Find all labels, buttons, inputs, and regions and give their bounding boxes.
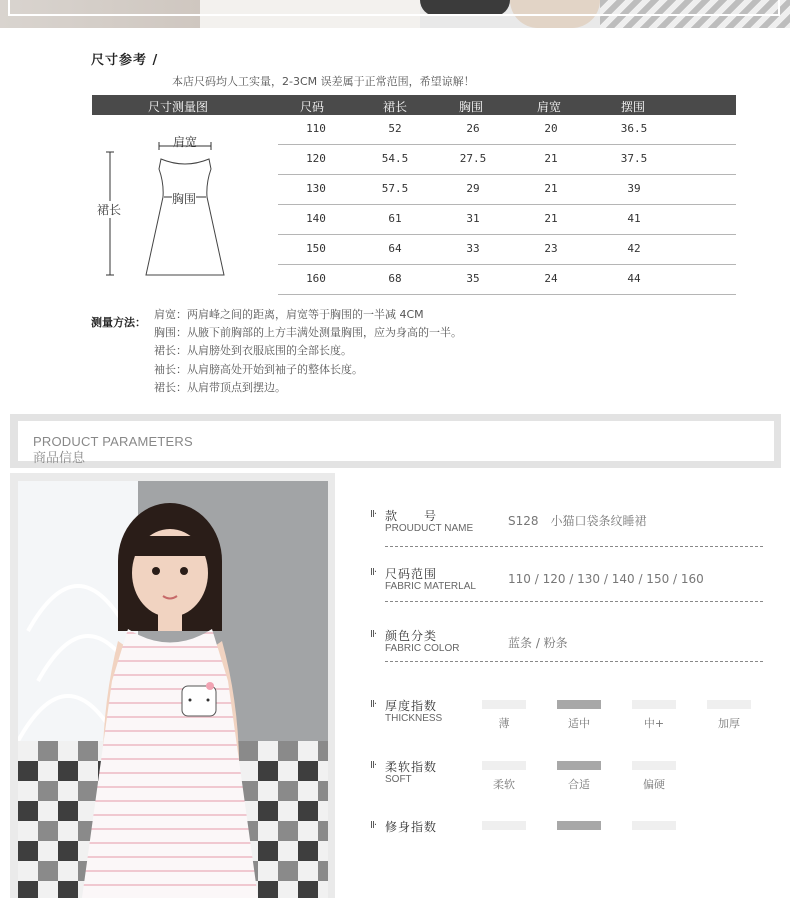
param-value: 110 / 120 / 130 / 140 / 150 / 160 [508, 572, 704, 586]
param-value: 蓝条 / 粉条 [508, 636, 568, 650]
cell-chest: 31 [466, 212, 480, 225]
size-title: 尺寸参考 / [91, 53, 159, 68]
param-label-en: PROUDUCT NAME [385, 523, 474, 534]
thickness-option: 适中 [568, 717, 590, 730]
cell-chest: 27.5 [459, 152, 487, 165]
bullet-icon: II· [370, 629, 377, 640]
method-line: 胸围：从腋下前胸部的上方丰满处测量胸围，应为身高的一半。 [154, 326, 462, 340]
cell-shoulder: 21 [544, 152, 558, 165]
cell-length: 57.5 [381, 182, 409, 195]
banner-title-en: PRODUCT PARAMETERS [33, 434, 193, 449]
fit-bar-0 [482, 821, 526, 830]
divider [385, 546, 763, 547]
header-hem: 摆围 [621, 100, 646, 114]
param-label-en: FABRIC MATERLAL [385, 581, 476, 592]
banner-title-cn: 商品信息 [33, 451, 86, 466]
param-label-en: FABRIC COLOR [385, 643, 460, 654]
bullet-icon: II· [370, 699, 377, 710]
cell-hem: 44 [627, 272, 641, 285]
softness-option: 偏硬 [643, 778, 665, 791]
girl-in-dress-photo [18, 481, 328, 898]
diagram-label-chest: 胸围 [172, 192, 197, 206]
method-line: 裙长：从肩膀处到衣服底围的全部长度。 [154, 344, 352, 358]
table-row [278, 115, 736, 145]
cell-chest: 29 [466, 182, 480, 195]
table-row [278, 175, 736, 205]
method-line: 袖长：从肩膀高处开始到袖子的整体长度。 [154, 362, 363, 376]
softness-bar-0 [482, 761, 526, 770]
method-line: 裙长：从肩带顶点到摆边。 [154, 380, 286, 394]
diagram-label-length: 裙长 [97, 203, 122, 217]
softness-bar-1-selected [557, 761, 601, 770]
size-diagram [92, 125, 272, 285]
header-chest: 胸围 [459, 100, 484, 114]
cell-length: 64 [388, 242, 402, 255]
thickness-bar-3 [707, 700, 751, 709]
softness-option: 合适 [568, 778, 590, 791]
param-label-cn: 柔软指数 [385, 760, 438, 774]
cell-size: 140 [306, 212, 326, 225]
fit-bar-2 [632, 821, 676, 830]
bullet-icon: II· [370, 567, 377, 578]
cell-size: 110 [306, 122, 326, 135]
softness-bar-2 [632, 761, 676, 770]
table-row [278, 205, 736, 235]
size-table-header [92, 95, 736, 115]
divider [385, 601, 763, 602]
cell-length: 52 [388, 122, 402, 135]
param-label-cn: 厚度指数 [385, 699, 438, 713]
method-list [154, 306, 462, 397]
thickness-option: 加厚 [718, 717, 740, 730]
cell-length: 61 [388, 212, 402, 225]
cell-shoulder: 24 [544, 272, 558, 285]
cell-size: 120 [306, 152, 326, 165]
header-length: 裙长 [383, 100, 408, 114]
fit-bar-1-selected [557, 821, 601, 830]
table-row [278, 235, 736, 265]
diagram-label-shoulder: 肩宽 [173, 135, 198, 149]
cell-chest: 35 [466, 272, 480, 285]
table-row [278, 145, 736, 175]
bullet-icon: II· [370, 509, 377, 520]
cell-size: 150 [306, 242, 326, 255]
product-photo [10, 473, 335, 898]
thickness-bar-2 [632, 700, 676, 709]
header-diagram: 尺寸测量图 [148, 100, 209, 114]
softness-option: 柔软 [493, 778, 515, 791]
param-label-en: THICKNESS [385, 713, 443, 724]
cell-shoulder: 23 [544, 242, 558, 255]
bullet-icon: II· [370, 760, 377, 771]
cell-hem: 36.5 [620, 122, 648, 135]
cell-hem: 37.5 [620, 152, 648, 165]
method-line: 肩宽：两肩峰之间的距离，肩宽等于胸围的一半减 4CM [154, 308, 424, 321]
top-photo-strip [0, 0, 790, 28]
param-label-cn: 尺码范围 [385, 567, 438, 581]
cell-size: 130 [306, 182, 326, 195]
param-label-cn: 修身指数 [385, 820, 438, 834]
param-label-en: SOFT [385, 774, 412, 785]
param-label-cn: 款 号 [385, 509, 438, 523]
table-row [278, 265, 736, 295]
header-shoulder: 肩宽 [537, 100, 562, 114]
size-table-body [278, 115, 736, 295]
cell-shoulder: 21 [544, 182, 558, 195]
cell-chest: 33 [466, 242, 480, 255]
cell-hem: 42 [627, 242, 641, 255]
cell-chest: 26 [466, 122, 480, 135]
cell-shoulder: 21 [544, 212, 558, 225]
thickness-option: 中+ [643, 717, 665, 730]
size-note: 本店尺码均人工实量，2-3CM 误差属于正常范围，希望谅解！ [172, 75, 475, 88]
thickness-bar-0 [482, 700, 526, 709]
header-size: 尺码 [300, 100, 325, 114]
param-label-cn: 颜色分类 [385, 629, 438, 643]
method-label: 测量方法： [91, 316, 146, 329]
cell-hem: 41 [627, 212, 641, 225]
param-value: S128 小猫口袋条纹睡裙 [508, 514, 647, 528]
thickness-option: 薄 [498, 717, 510, 730]
divider [385, 661, 763, 662]
cell-hem: 39 [627, 182, 641, 195]
cell-shoulder: 20 [544, 122, 558, 135]
thickness-bar-1-selected [557, 700, 601, 709]
cell-size: 160 [306, 272, 326, 285]
cell-length: 68 [388, 272, 402, 285]
cell-length: 54.5 [381, 152, 409, 165]
product-parameters-banner [10, 414, 781, 468]
bullet-icon: II· [370, 820, 377, 831]
